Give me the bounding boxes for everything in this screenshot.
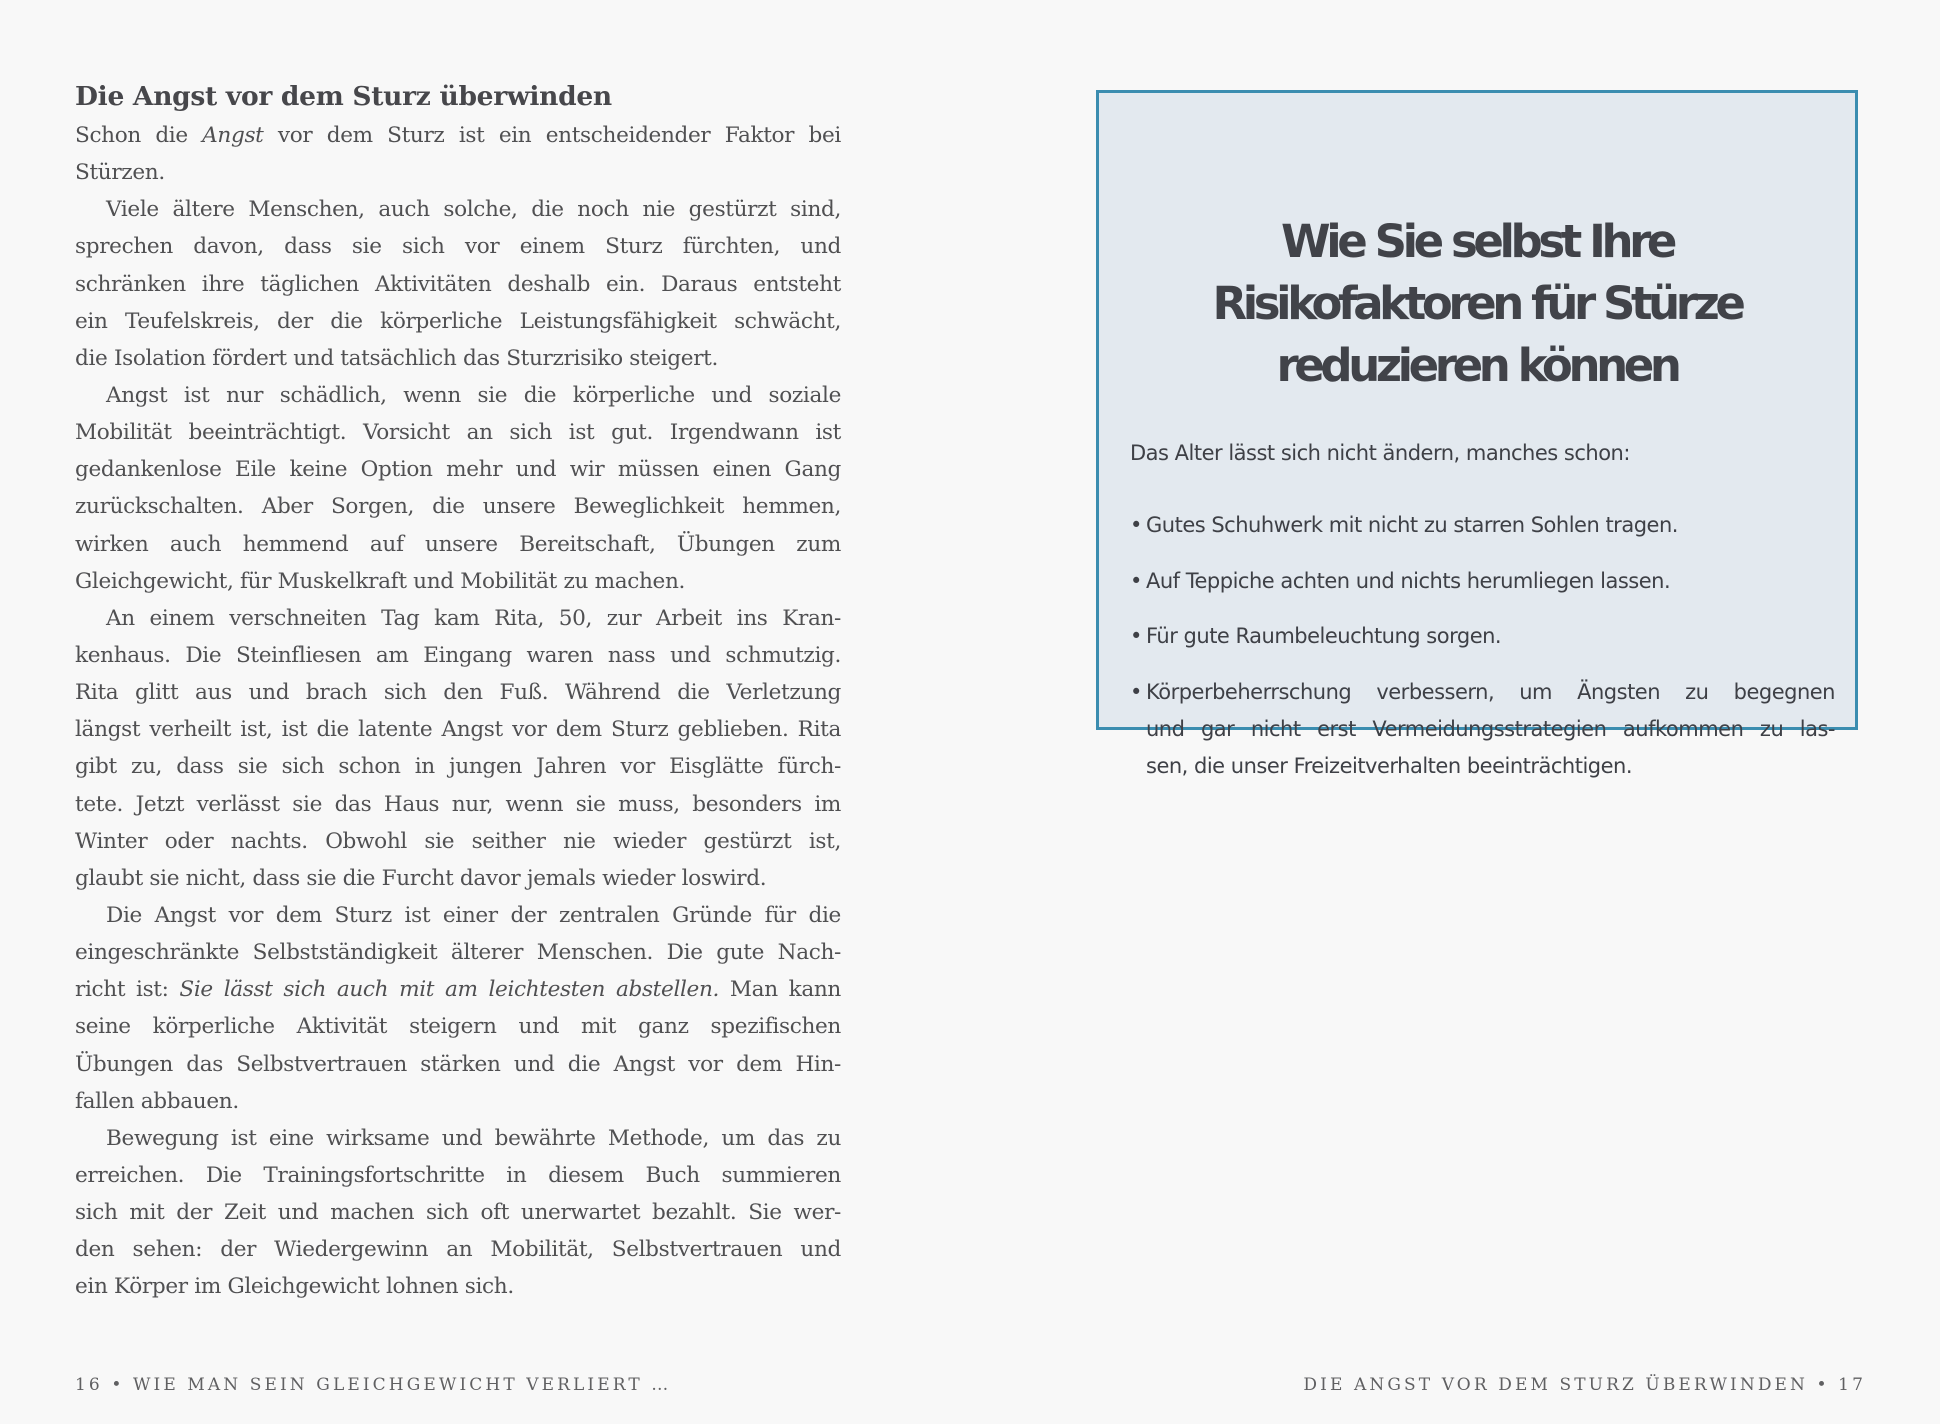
text-line [75, 414, 841, 451]
text-span: den sehen: der Wiedergewinn an Mobilität, Selbstvertrauen und [75, 1237, 841, 1263]
text-line [75, 971, 841, 1008]
info-box-list-item [1130, 674, 1835, 785]
page-footer-right: DIE ANGST VOR DEM STURZ ÜBERWINDEN • 17 [1303, 1375, 1866, 1395]
text-span: Bewegung ist eine wirksame und bewährte Methode, um das zu [106, 1125, 841, 1151]
text-span: tete. Jetzt verlässt sie das Haus nur, wenn sie muss, besonders im [75, 791, 841, 817]
text-line [75, 674, 841, 711]
italic-text: Angst [202, 123, 264, 148]
italic-text: Sie lässt sich auch mit am leichtesten abstellen. [179, 977, 720, 1003]
list-item-line: Auf Teppiche achten und nichts herumliegen lassen. [1146, 568, 1671, 593]
text-span: kenhaus. Die Steinfliesen am Eingang waren nass und schmutzig. [75, 642, 841, 668]
text-line [75, 1008, 841, 1045]
text-span: gedankenlose Eile keine Option mehr und wir müssen einen Gang [75, 457, 841, 483]
bullet-icon: • [1130, 568, 1142, 593]
text-line [75, 377, 841, 414]
text-span: fallen abbauen. [75, 1088, 239, 1114]
text-line [75, 1194, 841, 1231]
text-span: Stürzen. [75, 160, 165, 186]
text-span: An einem verschneiten Tag kam Rita, 50, zur Arbeit ins Kran- [106, 605, 841, 631]
info-box-list-item [1130, 618, 1835, 655]
info-box-list-item [1130, 507, 1835, 544]
paragraph [75, 600, 841, 897]
text-span: Mobilität beeinträchtigt. Vorsicht an sich ist gut. Irgendwann ist [75, 420, 841, 446]
info-box-heading-line: Risikofaktoren für Stürze [1212, 277, 1742, 330]
text-line [75, 154, 841, 191]
text-span: längst verheilt ist, ist die latente Angst vor dem Sturz geblieben. Rita [75, 717, 841, 743]
text-span: Man kann [719, 977, 841, 1003]
list-item-line: Körperbeherrschung verbessern, um Ängsten zu begegnen [1146, 679, 1835, 704]
text-span: Gleichgewicht, für Muskelkraft und Mobilität zu machen. [75, 568, 686, 594]
text-line [75, 191, 841, 228]
bullet-icon: • [1130, 624, 1142, 648]
text-line [75, 1157, 841, 1194]
text-span: richt ist: [75, 977, 180, 1003]
right-page [970, 0, 1940, 1424]
info-box-heading [1099, 211, 1855, 397]
text-line [75, 1268, 841, 1305]
text-span: vor dem Sturz ist ein entscheidender Faktor bei [263, 123, 841, 148]
text-line [75, 488, 841, 525]
text-line [75, 934, 841, 971]
info-box-intro: Das Alter lässt sich nicht ändern, manches schon: [1130, 441, 1630, 465]
text-span: Winter oder nachts. Obwohl sie seither nie wieder gestürzt ist, [75, 828, 841, 854]
text-line [75, 1231, 841, 1268]
text-span: ein Körper im Gleichgewicht lohnen sich. [75, 1274, 514, 1300]
text-line [75, 117, 841, 154]
text-line [75, 823, 841, 860]
text-line [75, 266, 841, 303]
text-span: sich mit der Zeit und machen sich oft unerwartet bezahlt. Sie wer- [75, 1200, 841, 1226]
paragraph [75, 377, 841, 600]
text-span: zurückschalten. Aber Sorgen, die unsere Beweglichkeit hemmen, [75, 494, 841, 520]
bullet-icon: • [1130, 513, 1142, 537]
text-line [75, 1120, 841, 1157]
text-span: die Isolation fördert und tatsächlich das Sturzrisiko steigert. [75, 345, 719, 371]
text-line [75, 1083, 841, 1120]
text-line [75, 711, 841, 748]
paragraph [75, 1120, 841, 1306]
text-span: Übungen das Selbstvertrauen stärken und die Angst vor dem Hin- [75, 1051, 841, 1077]
text-line [75, 340, 841, 377]
section-heading: Die Angst vor dem Sturz überwinden [75, 81, 612, 112]
text-line [75, 563, 841, 600]
info-box-list [1130, 507, 1835, 803]
text-span: sprechen davon, dass sie sich vor einem Sturz fürchten, und [75, 234, 841, 260]
text-line [75, 1046, 841, 1083]
text-line [75, 526, 841, 563]
text-span: gibt zu, dass sie sich schon in jungen Jahren vor Eisglätte fürch- [75, 754, 841, 780]
text-line [75, 600, 841, 637]
text-span: Viele ältere Menschen, auch solche, die noch nie gestürzt sind, [106, 197, 841, 223]
text-span: eingeschränkte Selbstständigkeit älterer Menschen. Die gute Nach- [75, 940, 841, 966]
text-span: schränken ihre täglichen Aktivitäten deshalb ein. Daraus entsteht [75, 271, 841, 297]
text-line [75, 451, 841, 488]
list-item-line: und gar nicht erst Vermeidungsstrategien aufkommen zu las- [1146, 716, 1835, 741]
list-item-line: Gutes Schuhwerk mit nicht zu starren Sohlen tragen. [1146, 513, 1678, 537]
bullet-icon: • [1130, 679, 1142, 704]
text-line [75, 860, 841, 897]
paragraph [75, 191, 841, 377]
text-span: Rita glitt aus und brach sich den Fuß. Während die Verletzung [75, 680, 841, 706]
list-item-line: sen, die unser Freizeitverhalten beeinträchtigen. [1146, 753, 1633, 778]
paragraph [75, 897, 841, 1120]
page-footer-left: 16 • WIE MAN SEIN GLEICHGEWICHT VERLIERT … [75, 1375, 672, 1395]
text-line [75, 748, 841, 785]
text-line [75, 303, 841, 340]
text-line [75, 637, 841, 674]
text-span: erreichen. Die Trainingsfortschritte in diesem Buch summieren [75, 1162, 841, 1188]
text-span: Angst ist nur schädlich, wenn sie die körperliche und soziale [106, 382, 841, 408]
info-box-list-item [1130, 563, 1835, 600]
body-text [75, 117, 841, 1306]
info-box [1096, 90, 1858, 778]
text-span: Die Angst vor dem Sturz ist einer der zentralen Gründe für die [106, 902, 841, 928]
info-box-heading-line: Wie Sie selbst Ihre [1280, 215, 1674, 268]
paragraph [75, 117, 841, 191]
text-line [75, 228, 841, 265]
text-span: seine körperliche Aktivität steigern und mit ganz spezifischen [75, 1014, 841, 1040]
text-span: wirken auch hemmend auf unsere Bereitschaft, Übungen zum [75, 531, 841, 557]
list-item-line: Für gute Raumbeleuchtung sorgen. [1146, 624, 1502, 648]
text-line [75, 897, 841, 934]
text-line [75, 786, 841, 823]
info-box-heading-line: reduzieren können [1276, 339, 1678, 392]
text-span: Schon die [75, 123, 203, 148]
text-span: glaubt sie nicht, dass sie die Furcht davor jemals wieder loswird. [75, 865, 767, 891]
text-span: ein Teufelskreis, der die körperliche Leistungsfähigkeit schwächt, [75, 308, 841, 334]
